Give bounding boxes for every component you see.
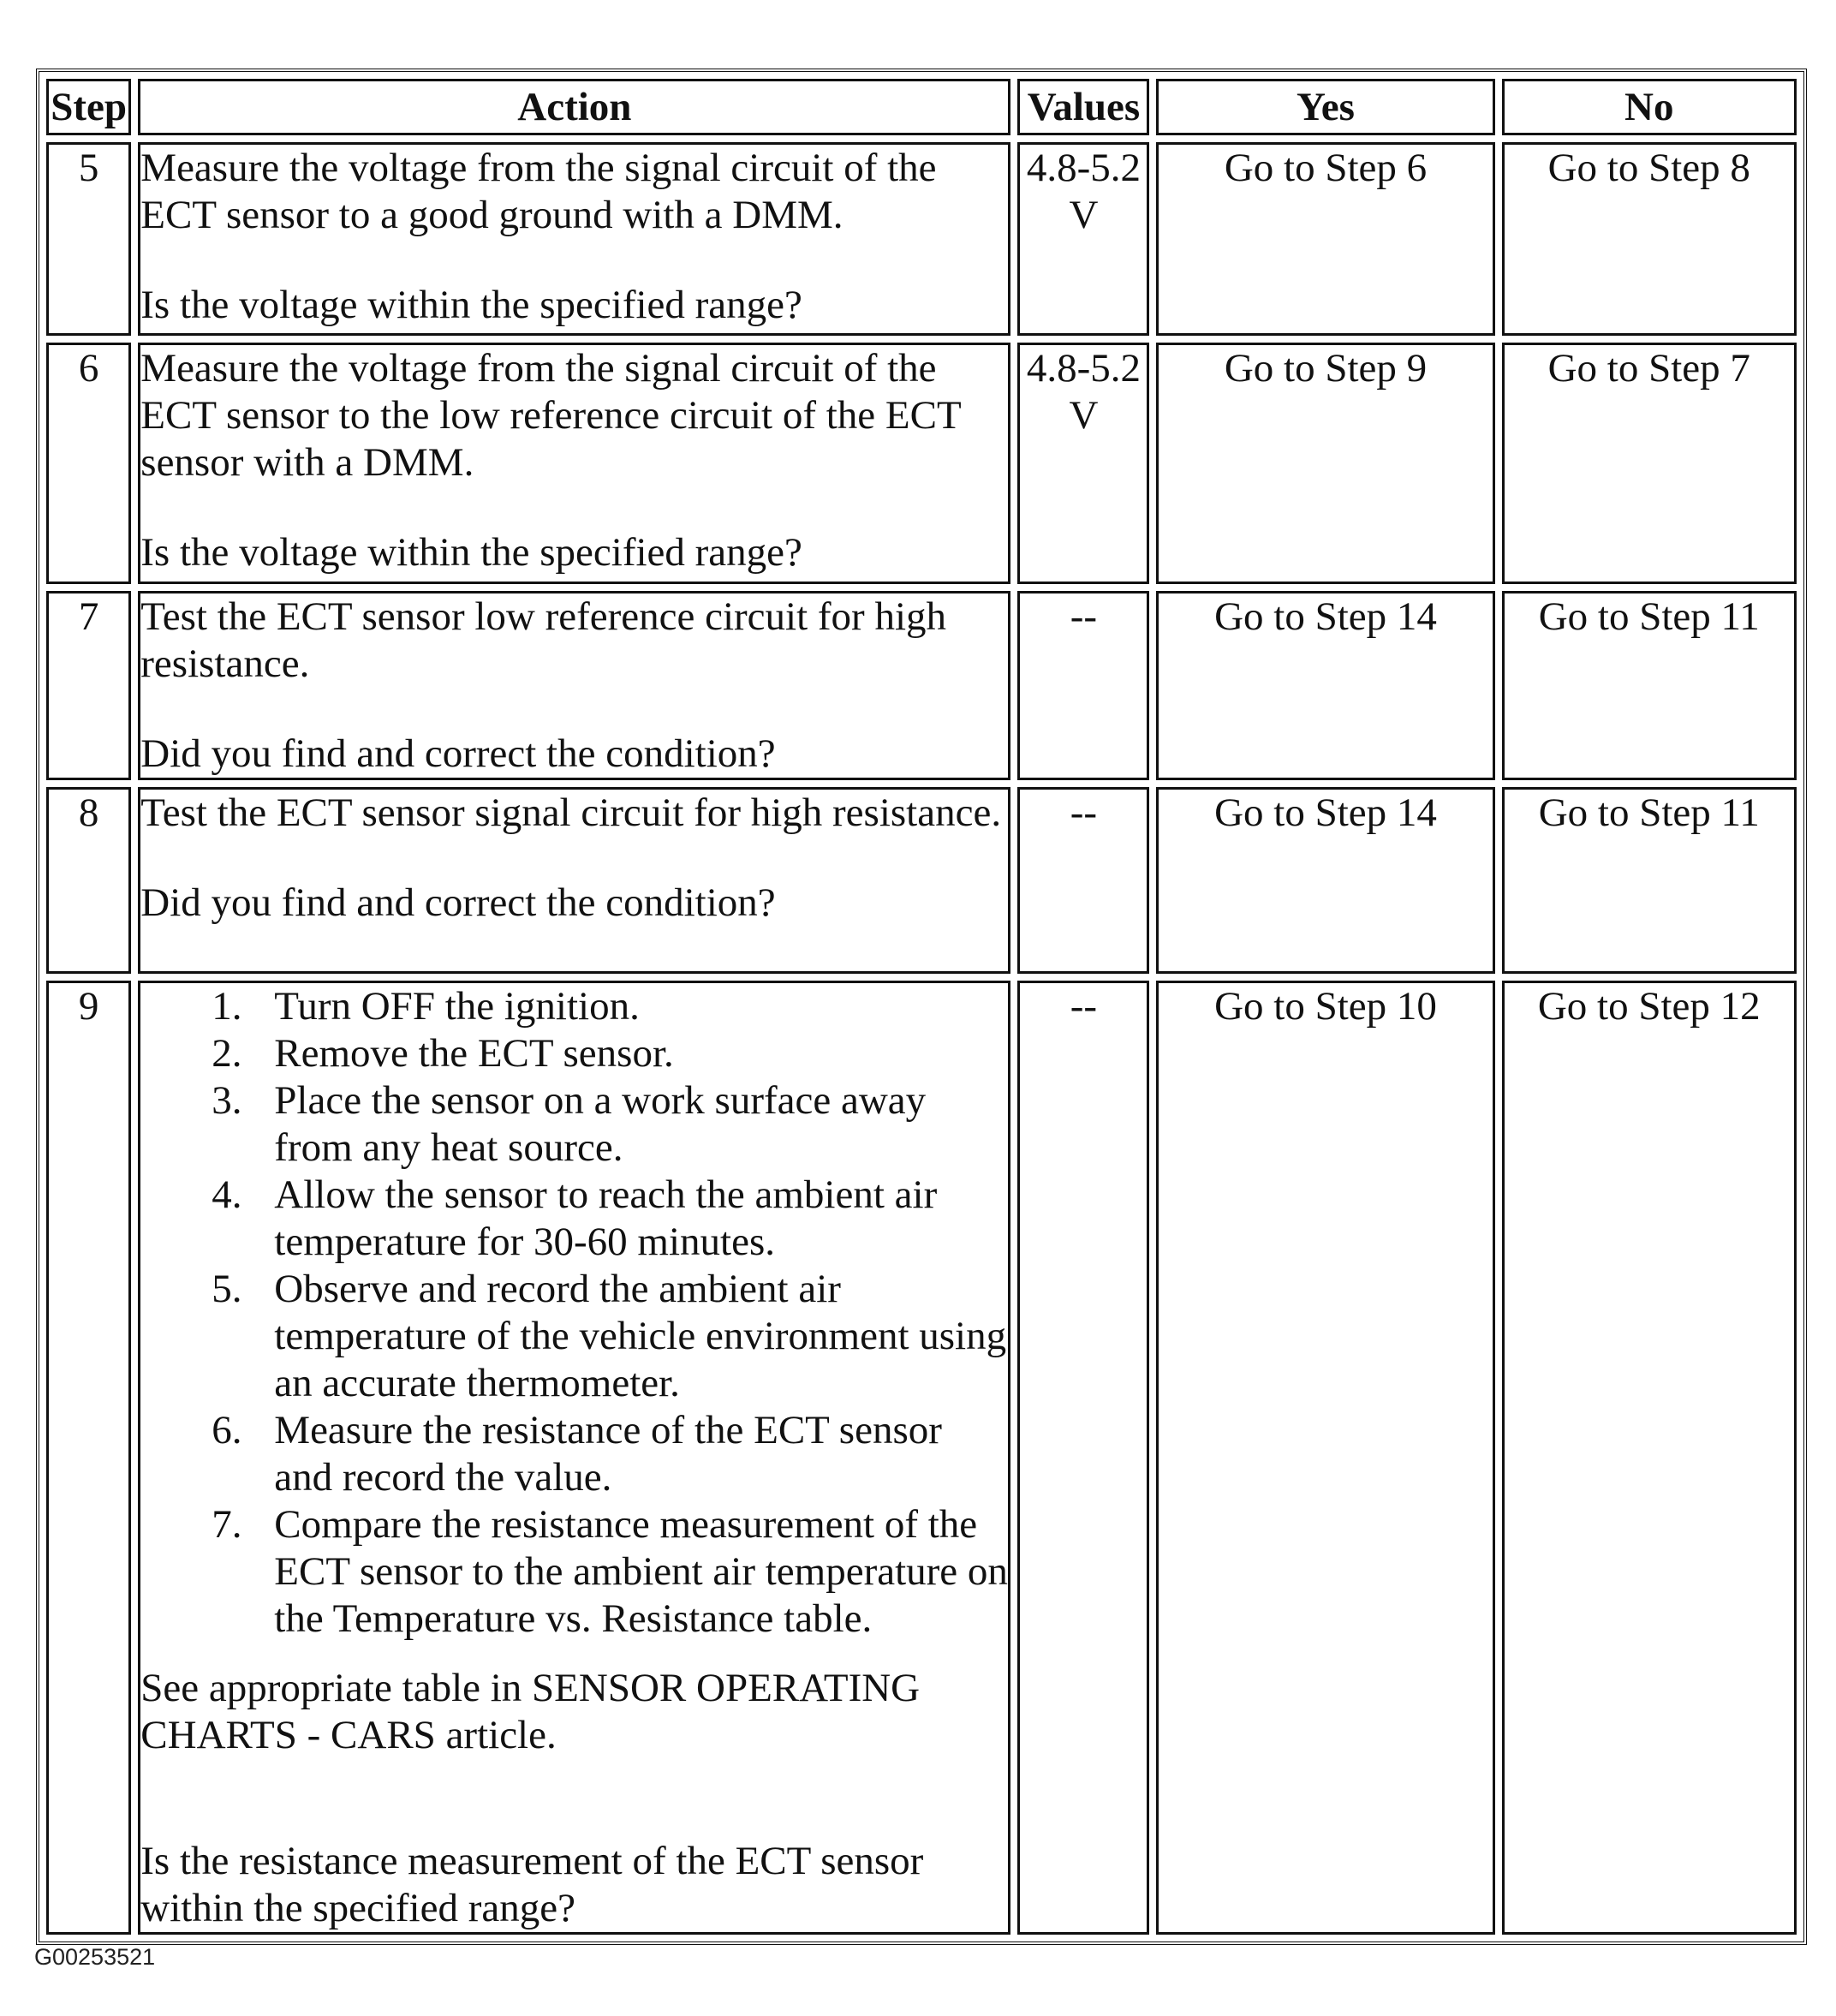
action-cell bbox=[138, 343, 1010, 584]
procedure-item: 7. Compare the resistance measurement of the ECT sensor to the ambient air temperature on the Temperature vs. Resistance table. bbox=[252, 1501, 1008, 1643]
action-question: Is the voltage within the specified range? bbox=[140, 283, 802, 327]
yes-result: Go to Step 6 bbox=[1156, 142, 1494, 336]
no-result: Go to Step 7 bbox=[1502, 343, 1797, 584]
action-question: Is the voltage within the specified range? bbox=[140, 530, 802, 575]
step-number: 9 bbox=[46, 981, 131, 1935]
action-cell bbox=[138, 981, 1010, 1935]
no-result: Go to Step 11 bbox=[1502, 591, 1797, 780]
no-result: Go to Step 8 bbox=[1502, 142, 1797, 336]
action-text: Measure the voltage from the signal circuit of the ECT sensor to a good ground with a DMM. bbox=[140, 146, 937, 237]
procedure-item: 1. Turn OFF the ignition. bbox=[252, 983, 1008, 1030]
table-row-step-5 bbox=[46, 142, 1797, 336]
procedure-item: 3. Place the sensor on a work surface away from any heat source. bbox=[252, 1077, 1008, 1172]
action-cell bbox=[138, 142, 1010, 336]
action-text: Test the ECT sensor signal circuit for high resistance. bbox=[140, 790, 1002, 835]
procedure-item: 5. Observe and record the ambient air temperature of the vehicle environment using an accurate thermometer. bbox=[252, 1266, 1008, 1407]
step-number: 5 bbox=[46, 142, 131, 336]
step-number: 7 bbox=[46, 591, 131, 780]
step-number: 8 bbox=[46, 787, 131, 974]
action-question: Did you find and correct the condition? bbox=[140, 731, 776, 776]
action-text: Measure the voltage from the signal circuit of the ECT sensor to the low reference circuit of the ECT sensor with a DMM. bbox=[140, 346, 961, 485]
yes-result: Go to Step 9 bbox=[1156, 343, 1494, 584]
header-no: No bbox=[1502, 79, 1797, 135]
reference-note: See appropriate table in SENSOR OPERATING CHARTS - CARS article. bbox=[140, 1666, 921, 1757]
action-question: Did you find and correct the condition? bbox=[140, 880, 776, 925]
figure-id: G00253521 bbox=[34, 1944, 156, 1970]
header-step: Step bbox=[46, 79, 131, 135]
table-row-step-7 bbox=[46, 591, 1797, 780]
header-yes: Yes bbox=[1156, 79, 1494, 135]
yes-result: Go to Step 14 bbox=[1156, 787, 1494, 974]
procedure-item: 6. Measure the resistance of the ECT sensor and record the value. bbox=[252, 1407, 1008, 1501]
diagnostic-table bbox=[36, 69, 1807, 1945]
table-row-step-8 bbox=[46, 787, 1797, 974]
action-cell bbox=[138, 591, 1010, 780]
value-cell: -- bbox=[1017, 787, 1149, 974]
procedure-item: 2. Remove the ECT sensor. bbox=[252, 1030, 1008, 1077]
action-cell bbox=[138, 787, 1010, 974]
action-text: Test the ECT sensor low reference circuit for high resistance. bbox=[140, 594, 947, 686]
no-result: Go to Step 11 bbox=[1502, 787, 1797, 974]
step-number: 6 bbox=[46, 343, 131, 584]
no-result: Go to Step 12 bbox=[1502, 981, 1797, 1935]
value-cell: 4.8-5.2 V bbox=[1017, 343, 1149, 584]
value-cell: 4.8-5.2 V bbox=[1017, 142, 1149, 336]
value-cell: -- bbox=[1017, 981, 1149, 1935]
table-row-step-6 bbox=[46, 343, 1797, 584]
header-row bbox=[46, 79, 1797, 135]
header-action: Action bbox=[138, 79, 1010, 135]
value-cell: -- bbox=[1017, 591, 1149, 780]
header-values: Values bbox=[1017, 79, 1149, 135]
procedure-list bbox=[140, 983, 1008, 1643]
action-question: Is the resistance measurement of the ECT sensor within the specified range? bbox=[140, 1839, 924, 1930]
yes-result: Go to Step 14 bbox=[1156, 591, 1494, 780]
procedure-item: 4. Allow the sensor to reach the ambient air temperature for 30-60 minutes. bbox=[252, 1172, 1008, 1266]
yes-result: Go to Step 10 bbox=[1156, 981, 1494, 1935]
table-row-step-9 bbox=[46, 981, 1797, 1935]
